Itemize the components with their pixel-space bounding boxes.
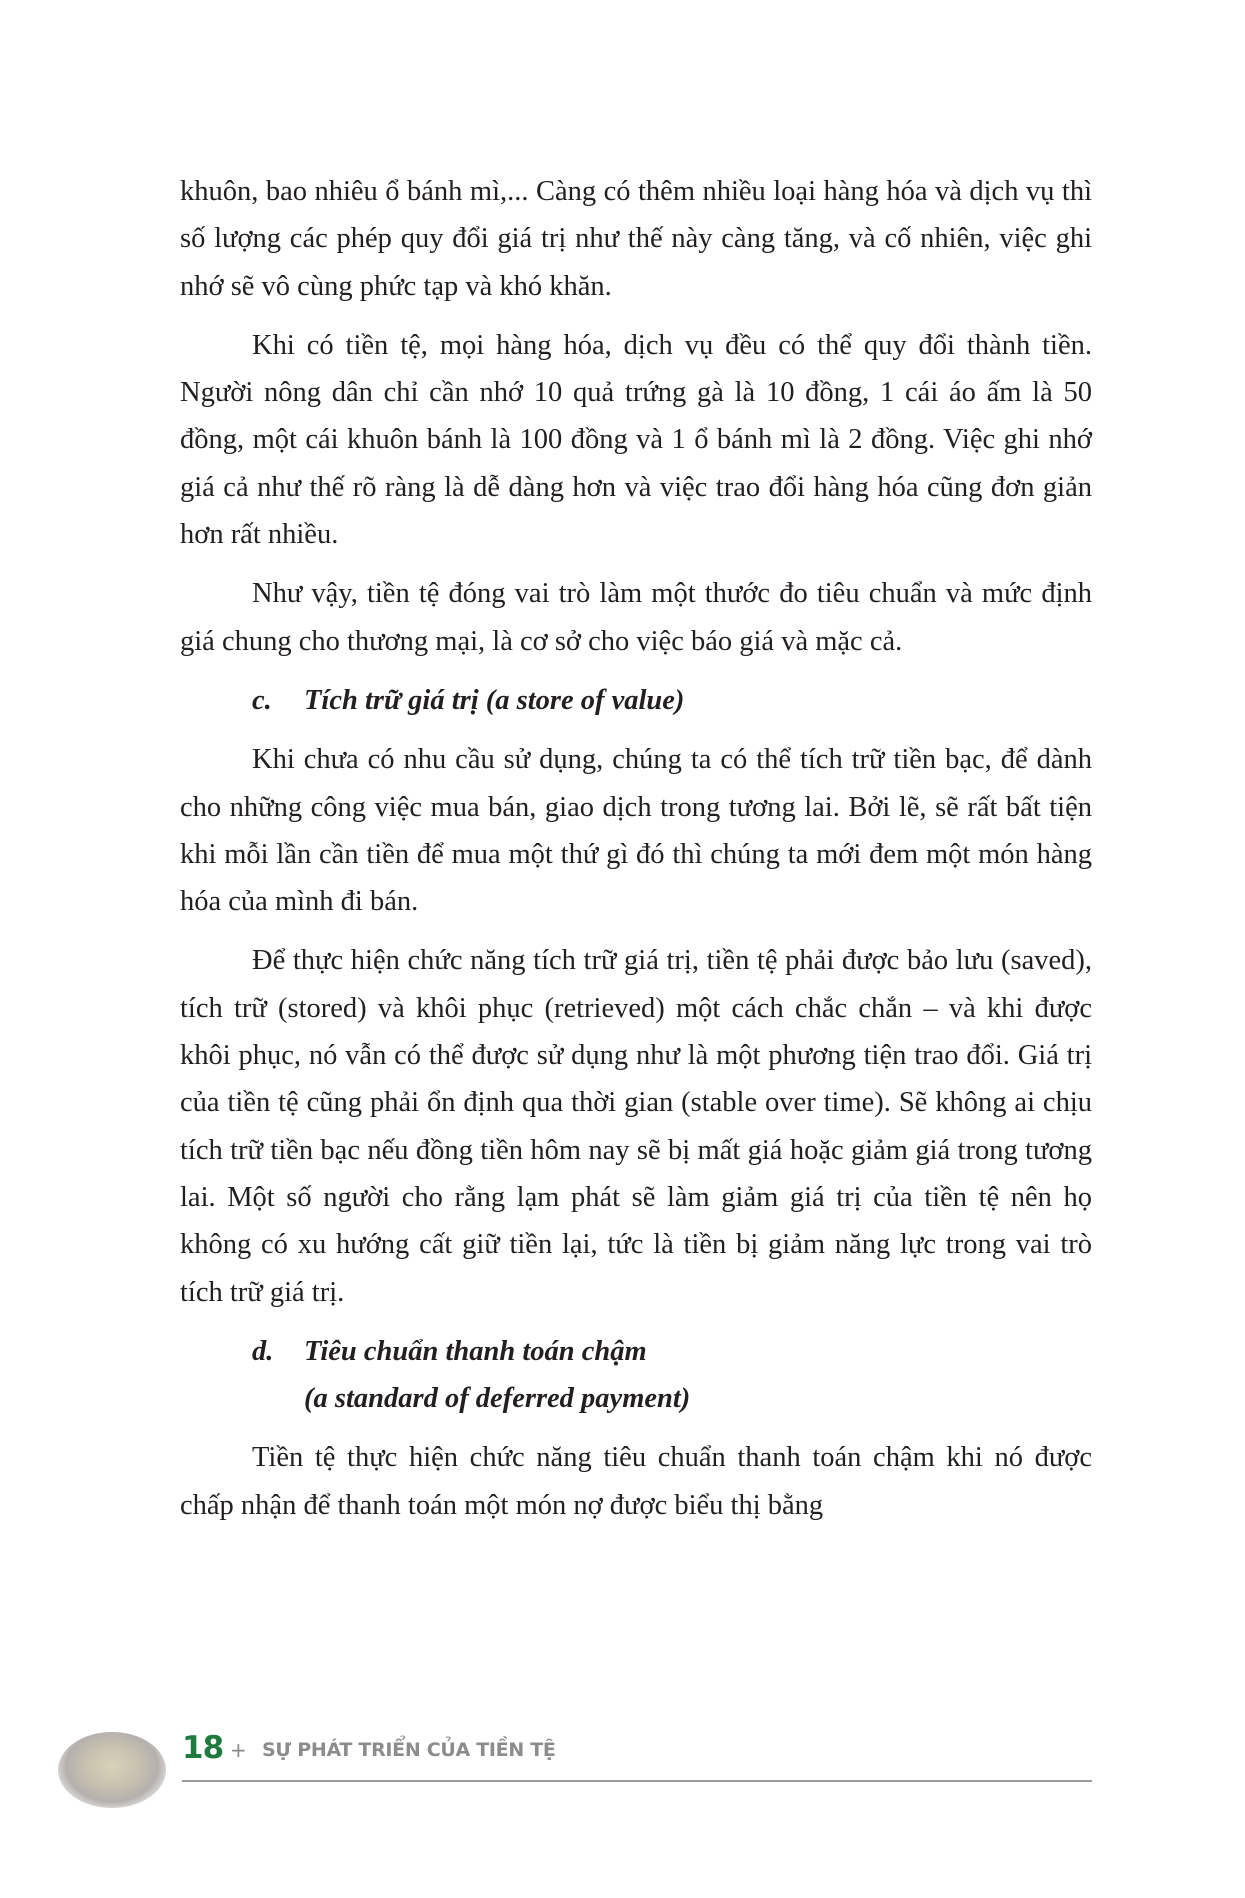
paragraph: khuôn, bao nhiêu ổ bánh mì,... Càng có thêm nhiều loại hàng hóa và dịch vụ thì số lượng các phép quy đổi giá trị như thế này càng tăng, và cố nhiên, việc ghi nhớ sẽ vô cùng phức tạp và khó khăn. xyxy=(180,176,1092,302)
paragraph: Khi có tiền tệ, mọi hàng hóa, dịch vụ đều có thể quy đổi thành tiền. Người nông dân chỉ cần nhớ 10 quả trứng gà là 10 đồng, 1 cái áo ấm là 50 đồng, một cái khuôn bánh là 100 đồng và 1 ổ bánh mì là 2 đồng. Việc ghi nhớ giá cả như thế rõ ràng là dễ dàng hơn và việc trao đổi hàng hóa cũng đơn giản hơn rất nhiều. xyxy=(180,329,1092,551)
section-marker: c. xyxy=(252,684,272,716)
page-number: 18 xyxy=(182,1730,224,1766)
section-title xyxy=(304,1328,1092,1423)
page-body xyxy=(180,168,1092,1541)
paragraph: Như vậy, tiền tệ đóng vai trò làm một thước đo tiêu chuẩn và mức định giá chung cho thương mại, là cơ sở cho việc báo giá và mặc cả. xyxy=(180,578,1092,657)
section-title: Tích trữ giá trị (a store of value) xyxy=(304,684,685,716)
paragraph: Để thực hiện chức năng tích trữ giá trị, tiền tệ phải được bảo lưu (saved), tích trữ (stored) và khôi phục (retrieved) một cách chắc chắn – và khi được khôi phục, nó vẫn có thể được sử dụng như là một phương tiện trao đổi. Giá trị của tiền tệ cũng phải ổn định qua thời gian (stable over time). Sẽ không ai chịu tích trữ tiền bạc nếu đồng tiền hôm nay sẽ bị mất giá hoặc giảm giá trong tương lai. Một số người cho rằng lạm phát sẽ làm giảm giá trị của tiền tệ nên họ không có xu hướng cất giữ tiền lại, tức là tiền bị giảm năng lực trong vai trò tích trữ giá trị. xyxy=(180,945,1092,1308)
coin-pile-icon xyxy=(58,1732,166,1808)
section-heading-c xyxy=(180,677,1092,724)
running-title: SỰ PHÁT TRIỂN CỦA TIỀN TỆ xyxy=(262,1739,556,1761)
section-heading-d xyxy=(180,1328,1092,1423)
footer-rule xyxy=(182,1780,1092,1782)
section-marker: d. xyxy=(252,1335,274,1367)
section-title-line-1: Tiêu chuẩn thanh toán chậm xyxy=(304,1335,647,1367)
section-title-line-2: (a standard of deferred payment) xyxy=(304,1383,691,1415)
paragraph: Tiền tệ thực hiện chức năng tiêu chuẩn thanh toán chậm khi nó được chấp nhận để thanh toán một món nợ được biểu thị bằng xyxy=(180,1442,1092,1521)
paragraph: Khi chưa có nhu cầu sử dụng, chúng ta có thể tích trữ tiền bạc, để dành cho những công việc mua bán, giao dịch trong tương lai. Bởi lẽ, sẽ rất bất tiện khi mỗi lần cần tiền để mua một thứ gì đó thì chúng ta mới đem một món hàng hóa của mình đi bán. xyxy=(180,744,1092,918)
page-footer xyxy=(0,1712,1245,1832)
footer-separator: + xyxy=(230,1738,247,1762)
